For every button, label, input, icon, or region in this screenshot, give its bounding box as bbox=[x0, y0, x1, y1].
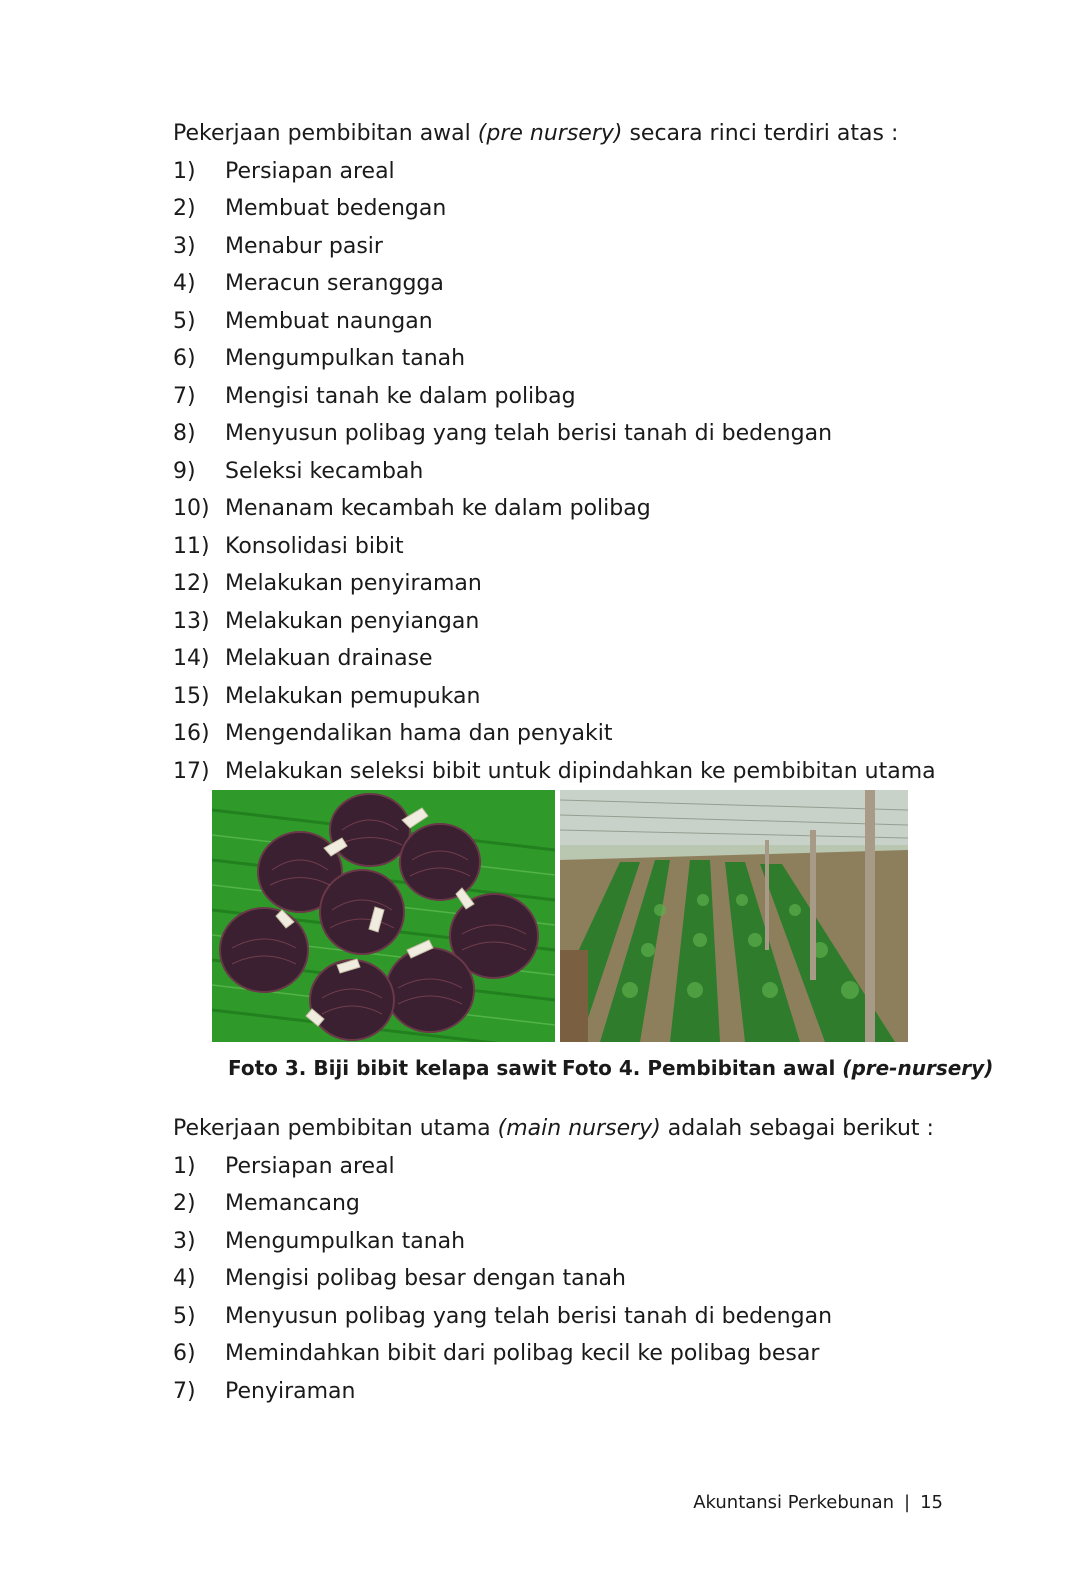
item-text: Menabur pasir bbox=[225, 233, 383, 259]
list-item bbox=[173, 678, 973, 716]
item-number: 10) bbox=[173, 496, 210, 521]
item-text: Persiapan areal bbox=[225, 158, 395, 184]
item-text: Menyusun polibag yang telah berisi tanah di bedengan bbox=[225, 1303, 833, 1329]
section1-intro-italic: (pre nursery) bbox=[477, 121, 623, 146]
list-item bbox=[173, 340, 973, 378]
item-number: 2) bbox=[173, 1191, 196, 1216]
footer-title: Akuntansi Perkebunan bbox=[693, 1492, 895, 1513]
item-text: Melakuan drainase bbox=[225, 646, 433, 671]
item-number: 6) bbox=[173, 346, 196, 371]
figure-4 bbox=[560, 790, 994, 1080]
item-number: 2) bbox=[173, 196, 196, 221]
list-item bbox=[173, 265, 973, 303]
item-number: 15) bbox=[173, 683, 210, 709]
item-text: Melakukan seleksi bibit untuk dipindahkan ke pembibitan utama bbox=[225, 758, 936, 784]
item-text: Membuat naungan bbox=[225, 308, 433, 334]
pre-nursery-illustration bbox=[560, 790, 908, 1042]
figure-4-caption bbox=[562, 1056, 994, 1080]
figure-3 bbox=[212, 790, 555, 1080]
item-text: Memancang bbox=[225, 1191, 360, 1216]
page-content bbox=[173, 115, 994, 1410]
item-number: 1) bbox=[173, 1153, 196, 1179]
list-item bbox=[173, 490, 973, 528]
item-text: Menanam kecambah ke dalam polibag bbox=[225, 496, 651, 521]
item-number: 17) bbox=[173, 758, 210, 784]
item-number: 5) bbox=[173, 1303, 196, 1329]
list-item bbox=[173, 303, 973, 341]
section2-list bbox=[173, 1148, 973, 1411]
item-number: 7) bbox=[173, 383, 196, 409]
list-item bbox=[173, 1335, 973, 1373]
item-number: 9) bbox=[173, 458, 196, 484]
list-item bbox=[173, 153, 973, 191]
list-item bbox=[173, 415, 973, 453]
section1-intro bbox=[173, 115, 973, 153]
list-item bbox=[173, 1185, 973, 1223]
list-item bbox=[173, 603, 973, 641]
section2-intro-tail: adalah sebagai berikut : bbox=[660, 1116, 934, 1141]
item-text: Seleksi kecambah bbox=[225, 458, 424, 484]
figures-row bbox=[173, 790, 994, 1110]
list-item bbox=[173, 753, 973, 791]
item-number: 6) bbox=[173, 1341, 196, 1366]
item-number: 14) bbox=[173, 646, 210, 671]
section2-intro bbox=[173, 1110, 973, 1148]
item-text: Melakukan penyiraman bbox=[225, 571, 482, 596]
page-footer bbox=[693, 1492, 943, 1513]
item-text: Penyiraman bbox=[225, 1378, 356, 1404]
item-number: 16) bbox=[173, 721, 210, 746]
item-text: Konsolidasi bibit bbox=[225, 533, 404, 559]
item-text: Mengisi polibag besar dengan tanah bbox=[225, 1266, 626, 1291]
item-text: Melakukan pemupukan bbox=[225, 683, 481, 709]
item-text: Mengendalikan hama dan penyakit bbox=[225, 721, 613, 746]
list-item bbox=[173, 528, 973, 566]
section1-intro-tail: secara rinci terdiri atas : bbox=[622, 121, 899, 146]
item-number: 7) bbox=[173, 1378, 196, 1404]
list-item bbox=[173, 190, 973, 228]
item-text: Melakukan penyiangan bbox=[225, 608, 480, 634]
palm-seeds-illustration bbox=[212, 790, 555, 1042]
figure-3-caption: Foto 3. Biji bibit kelapa sawit bbox=[228, 1056, 557, 1080]
section2-intro-text: Pekerjaan pembibitan utama bbox=[173, 1116, 498, 1141]
list-item bbox=[173, 378, 973, 416]
figure-4-caption-text: Foto 4. Pembibitan awal bbox=[562, 1056, 843, 1080]
item-text: Memindahkan bibit dari polibag kecil ke polibag besar bbox=[225, 1341, 820, 1366]
list-item bbox=[173, 228, 973, 266]
list-item bbox=[173, 453, 973, 491]
item-number: 8) bbox=[173, 421, 196, 446]
item-text: Membuat bedengan bbox=[225, 196, 447, 221]
item-number: 3) bbox=[173, 1228, 196, 1254]
list-item bbox=[173, 640, 973, 678]
item-number: 12) bbox=[173, 571, 210, 596]
photo-palm-seeds bbox=[212, 790, 555, 1042]
figure-4-caption-italic: (pre-nursery) bbox=[842, 1056, 994, 1080]
item-number: 11) bbox=[173, 533, 210, 559]
footer-separator: | bbox=[904, 1492, 911, 1513]
item-number: 1) bbox=[173, 158, 196, 184]
item-text: Mengisi tanah ke dalam polibag bbox=[225, 383, 576, 409]
list-item bbox=[173, 715, 973, 753]
section1-intro-text: Pekerjaan pembibitan awal bbox=[173, 121, 478, 146]
item-number: 5) bbox=[173, 308, 196, 334]
section2 bbox=[173, 1110, 973, 1410]
item-text: Menyusun polibag yang telah berisi tanah di bedengan bbox=[225, 421, 833, 446]
item-text: Meracun seranggga bbox=[225, 271, 444, 296]
list-item bbox=[173, 1223, 973, 1261]
list-item bbox=[173, 565, 973, 603]
list-item bbox=[173, 1148, 973, 1186]
section2-intro-italic: (main nursery) bbox=[497, 1116, 661, 1141]
photo-pre-nursery bbox=[560, 790, 908, 1042]
item-text: Mengumpulkan tanah bbox=[225, 346, 466, 371]
item-text: Mengumpulkan tanah bbox=[225, 1228, 466, 1254]
item-number: 4) bbox=[173, 1266, 196, 1291]
list-item bbox=[173, 1298, 973, 1336]
list-item bbox=[173, 1260, 973, 1298]
item-number: 3) bbox=[173, 233, 196, 259]
item-text: Persiapan areal bbox=[225, 1153, 395, 1179]
item-number: 13) bbox=[173, 608, 210, 634]
page-number: 15 bbox=[920, 1492, 943, 1513]
list-item bbox=[173, 1373, 973, 1411]
section1-list bbox=[173, 153, 973, 791]
item-number: 4) bbox=[173, 271, 196, 296]
